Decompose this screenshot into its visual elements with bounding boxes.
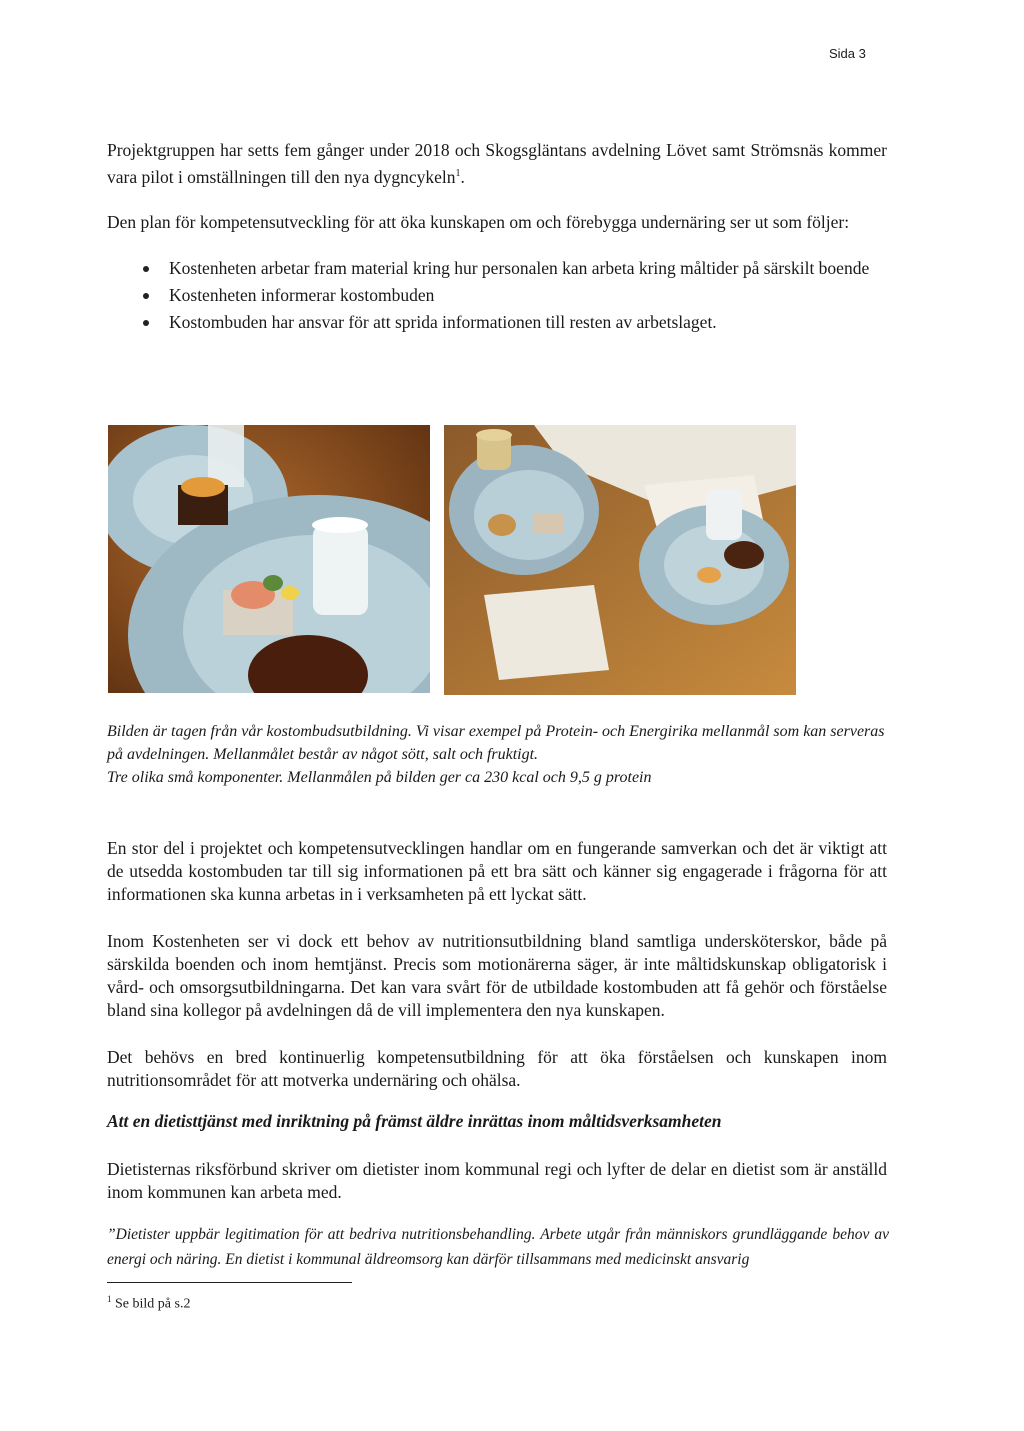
paragraph-project-group-end: . [460, 166, 465, 187]
footnote [107, 1294, 190, 1313]
food-photo-left [108, 425, 430, 693]
plan-bullet-list [107, 257, 889, 338]
paragraph-broad-education: Det behövs en bred kontinuerlig kompetensutbildning för att öka förståelsen och kunskapen inom nutritionsområdet för att motverka undernäring och ohälsa. [107, 1047, 887, 1090]
footnote-number: 1 [107, 1294, 112, 1304]
paragraph-plan-intro: Den plan för kompetensutveckling för att öka kunskapen om och förebygga undernäring ser ut som följer: [107, 212, 850, 232]
bullet-item: Kostombuden har ansvar för att sprida informationen till resten av arbetslaget. [107, 311, 889, 334]
paragraph-nutrition-education: Inom Kostenheten ser vi dock ett behov av nutritionsutbildning bland samtliga undersköterskor, både på särskilda boenden och inom hemtjänst. Precis som motionärerna säger, är inte måltidskunskap obligatorisk i vård- och omsorgsutbildningarna. Det kan vara svårt för de utbildade kostombuden att få gehör och förståelse bland sina kollegor på avdelningen då de vill implementera den nya kunskapen. [107, 931, 887, 1020]
footnote-text: Se bild på s.2 [111, 1296, 191, 1312]
caption-line-2: Tre olika små komponenter. Mellanmålen på bilden ger ca 230 kcal och 9,5 g protein [107, 769, 652, 786]
paragraph-collaboration: En stor del i projektet och kompetensutvecklingen handlar om en fungerande samverkan och det är viktigt att de utsedda kostombuden tar till sig informationen på ett bra sätt och känner sig engagerade i frågorna för att informationen ska kunna arbetas in i verksamheten på ett lyckat sätt. [107, 838, 887, 904]
footnote-divider [107, 1282, 352, 1283]
paragraph-project-group-text: Projektgruppen har setts fem gånger under 2018 och Skogsgläntans avdelning Lövet samt Strömsnäs kommer vara pilot i omställningen till den nya dygncykeln [107, 140, 887, 187]
section-heading: Att en dietisttjänst med inriktning på främst äldre inrättas inom måltidsverksamheten [107, 1111, 722, 1131]
paragraph-dietitians: Dietisternas riksförbund skriver om dietister inom kommunal regi och lyfter de delar en dietist som är anställd inom kommunen kan arbeta med. [107, 1159, 887, 1202]
paragraph-project-group [107, 139, 887, 189]
bullet-item: Kostenheten informerar kostombuden [107, 284, 889, 307]
page-number: Sida 3 [829, 46, 866, 61]
bullet-item: Kostenheten arbetar fram material kring hur personalen kan arbeta kring måltider på särskilt boende [107, 257, 889, 280]
photo-caption [107, 720, 889, 789]
food-photo-right [444, 425, 796, 695]
caption-line-1: Bilden är tagen från vår kostombudsutbildning. Vi visar exempel på Protein- och Energirika mellanmål som kan serveras på avdelningen. Mellanmålet består av något sött, salt och fruktigt. [107, 723, 885, 763]
footnote-ref: 1 [455, 168, 461, 179]
quote-dietitian: ”Dietister uppbär legitimation för att bedriva nutritionsbehandling. Arbete utgår från människors grundläggande behov av energi och näring. En dietist i kommunal äldreomsorg kan därför tillsammans med medicinskt ansvarig [107, 1226, 889, 1268]
